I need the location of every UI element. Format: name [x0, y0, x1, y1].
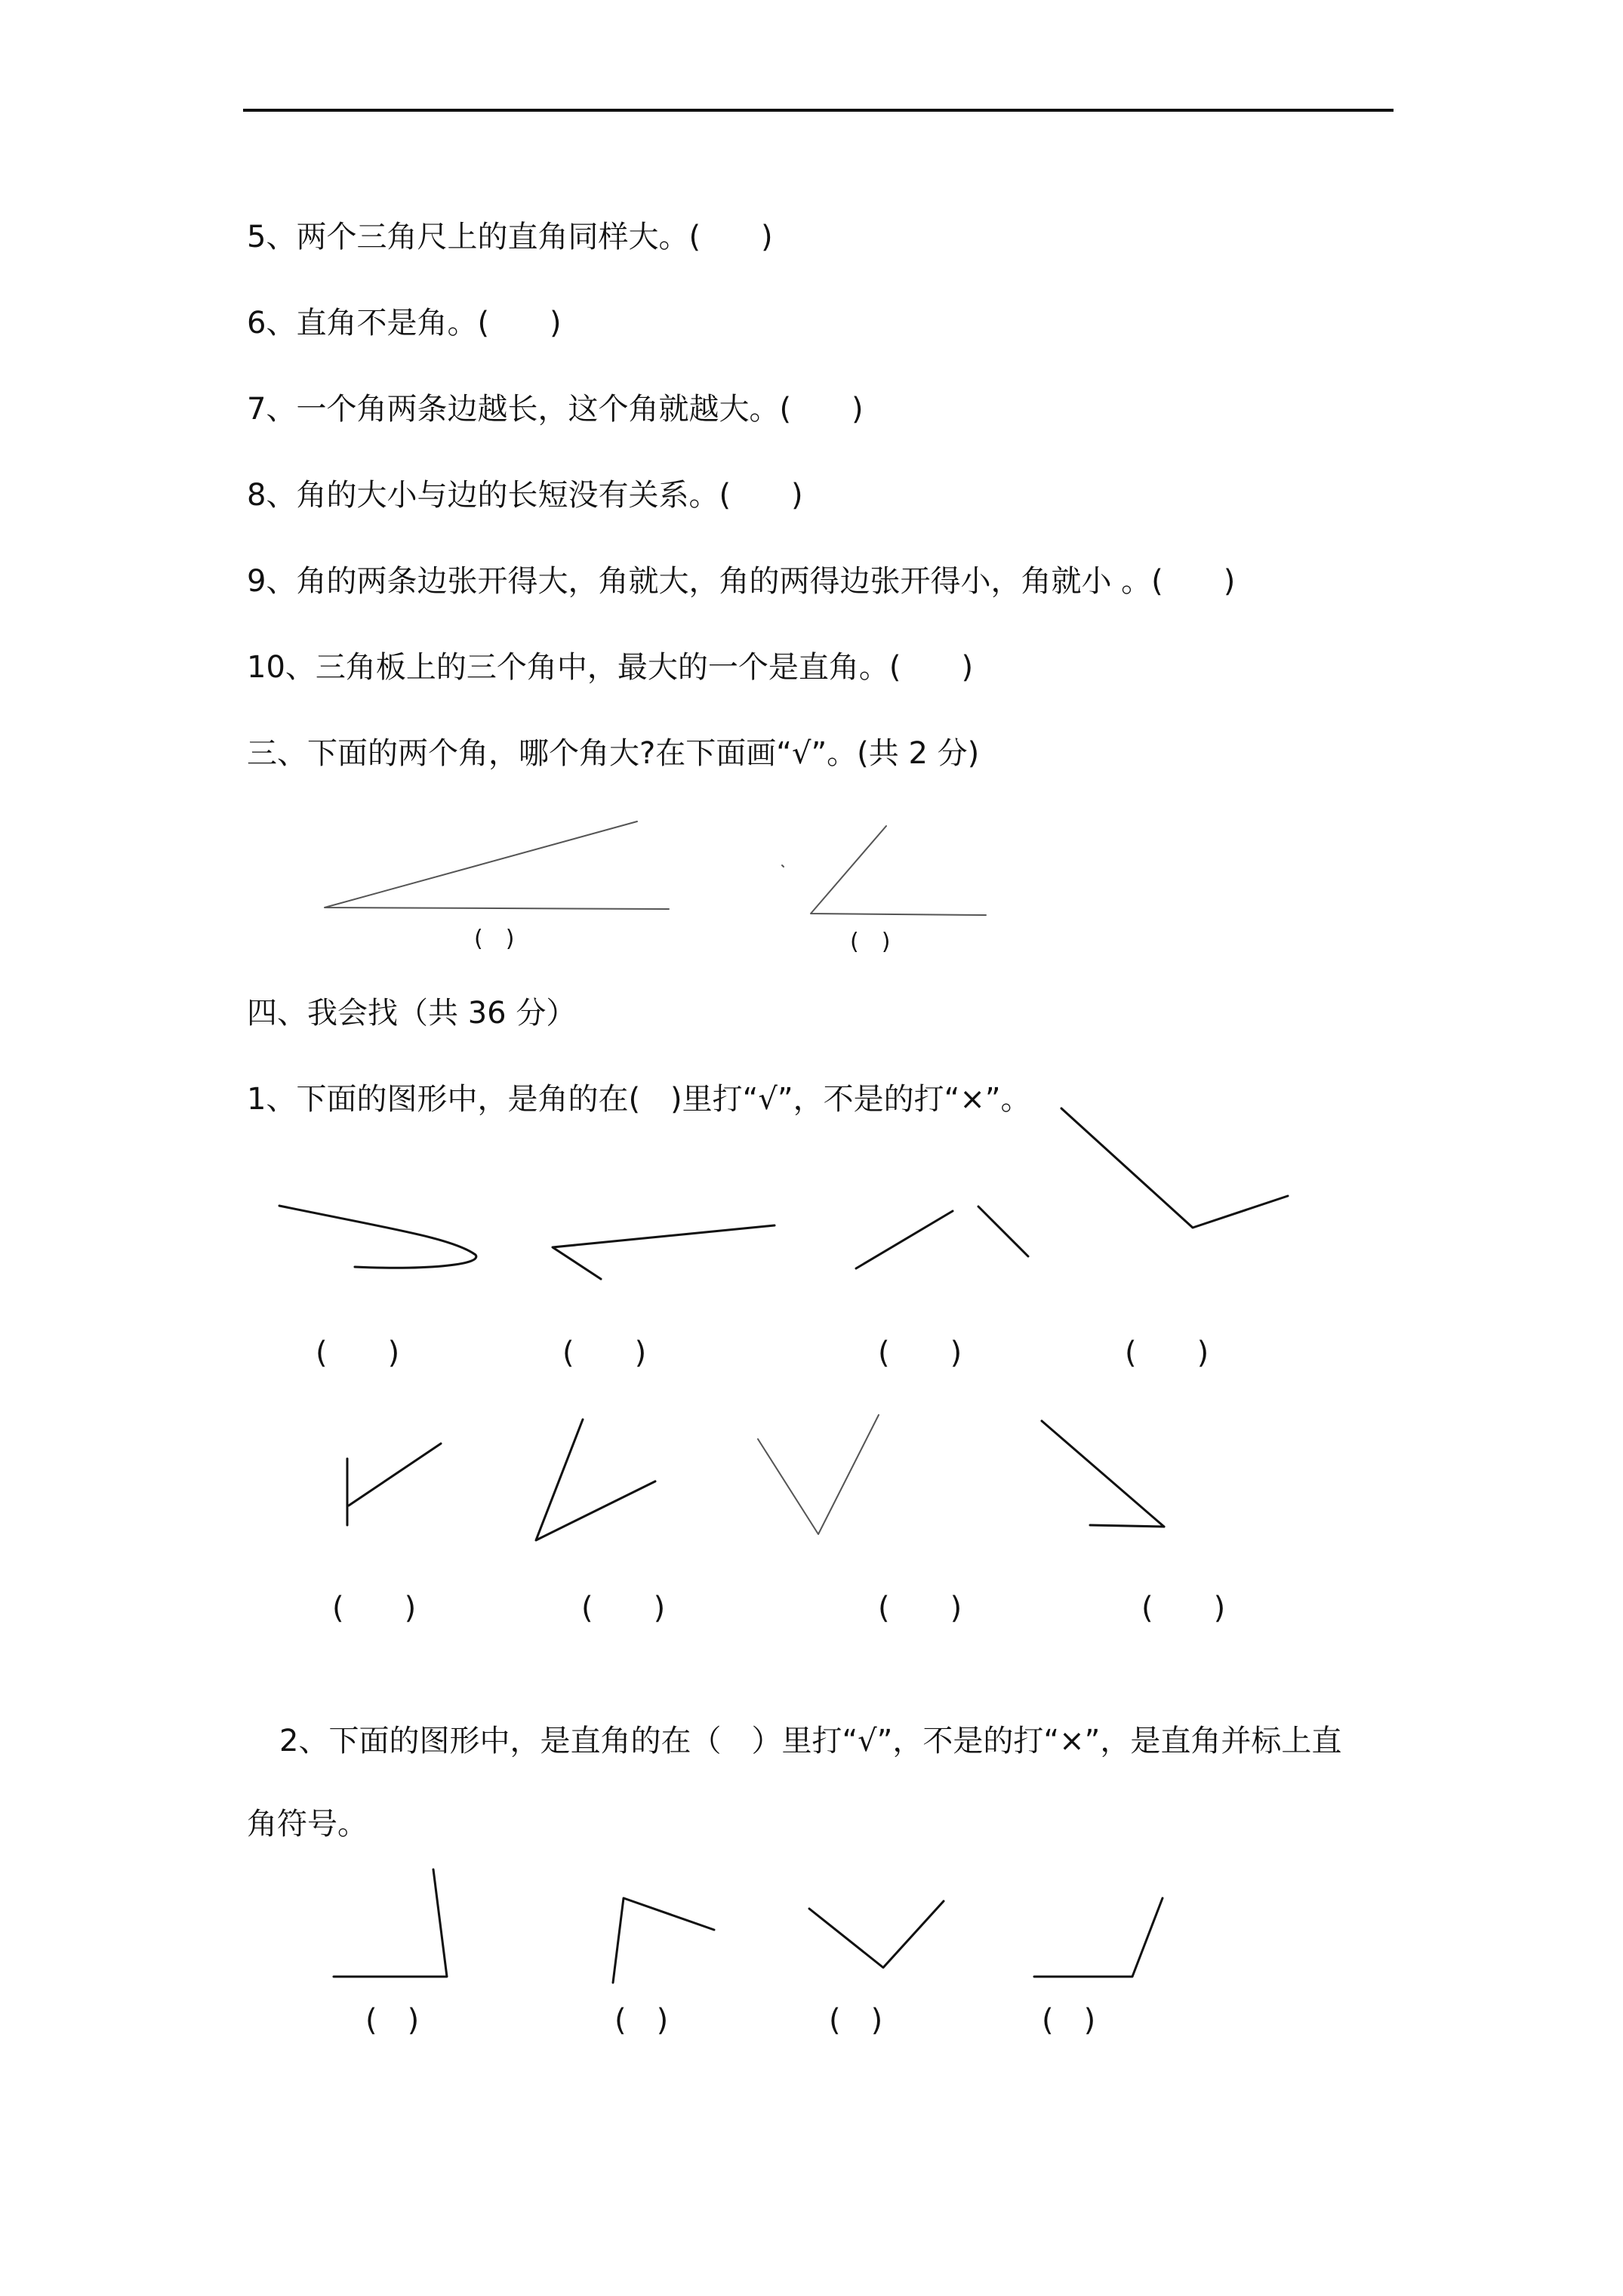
section3-angle-wide — [325, 821, 669, 909]
judgement-item-5: 5、两个三角尺上的直角同样大。( ) — [247, 220, 773, 254]
section4-q2-text-line1: 2、下面的图形中，是直角的在（ ）里打“√”，不是的打“×”，是直角并标上直 — [279, 1724, 1342, 1758]
q1-figure-6-angle — [536, 1419, 655, 1540]
q1-figure-2-angle — [553, 1225, 775, 1279]
judgement-item-8: 8、角的大小与边的长短没有关系。( ) — [247, 478, 803, 513]
q2-blank-4: ( ) — [1042, 2003, 1096, 2038]
q1-row2-blank-3: ( ) — [878, 1591, 962, 1626]
q2-blank-3: ( ) — [829, 2003, 883, 2038]
q1-figure-3-right — [978, 1207, 1028, 1256]
section4-heading: 四、我会找（共 36 分） — [247, 996, 577, 1031]
q1-row1-blank-3: ( ) — [878, 1336, 962, 1370]
q2-blank-2: ( ) — [614, 2003, 669, 2038]
q1-figure-4-angle — [1061, 1108, 1288, 1228]
q1-figure-5-ray — [349, 1444, 441, 1505]
q1-row2-blank-2: ( ) — [581, 1591, 666, 1626]
section3-dot — [782, 865, 784, 867]
judgement-item-10: 10、三角板上的三个角中，最大的一个是直角。( ) — [247, 650, 974, 685]
judgement-item-6: 6、直角不是角。( ) — [247, 306, 562, 341]
judgement-item-7: 7、一个角两条边越长，这个角就越大。( ) — [247, 392, 864, 427]
q2-figure-1-angle — [334, 1869, 447, 1977]
q2-figure-4-angle — [1034, 1898, 1163, 1977]
q2-figure-2-angle — [613, 1898, 714, 1983]
q1-row2-blank-4: ( ) — [1141, 1591, 1226, 1626]
judgement-item-9: 9、角的两条边张开得大，角就大，角的两得边张开得小，角就小 。( ) — [247, 564, 1236, 599]
section3-blank-1: ( ) — [474, 926, 515, 952]
section3-heading: 三、下面的两个角，哪个角大?在下面画“√”。(共 2 分) — [247, 736, 980, 771]
section3-angle-narrow — [811, 826, 986, 915]
q1-figure-8-base — [1090, 1525, 1164, 1527]
q1-row2-blank-1: ( ) — [332, 1591, 417, 1626]
q1-row1-blank-1: ( ) — [316, 1336, 400, 1370]
q2-blank-1: ( ) — [365, 2003, 420, 2038]
q2-figure-3-angle — [809, 1901, 944, 1968]
q1-figure-3-left — [856, 1211, 953, 1268]
q1-figure-1-curve — [279, 1206, 476, 1268]
q1-row1-blank-4: ( ) — [1125, 1336, 1209, 1370]
q1-figure-8-diagonal — [1042, 1421, 1164, 1527]
section3-blank-2: ( ) — [850, 929, 891, 955]
section4-q2-text-line2: 角符号。 — [247, 1807, 368, 1841]
section4-q1-text: 1、下面的图形中，是角的在( )里打“√”，不是的打“×”。 — [247, 1082, 1031, 1117]
q1-row1-blank-2: ( ) — [562, 1336, 647, 1370]
q1-figure-7-angle — [758, 1415, 879, 1534]
